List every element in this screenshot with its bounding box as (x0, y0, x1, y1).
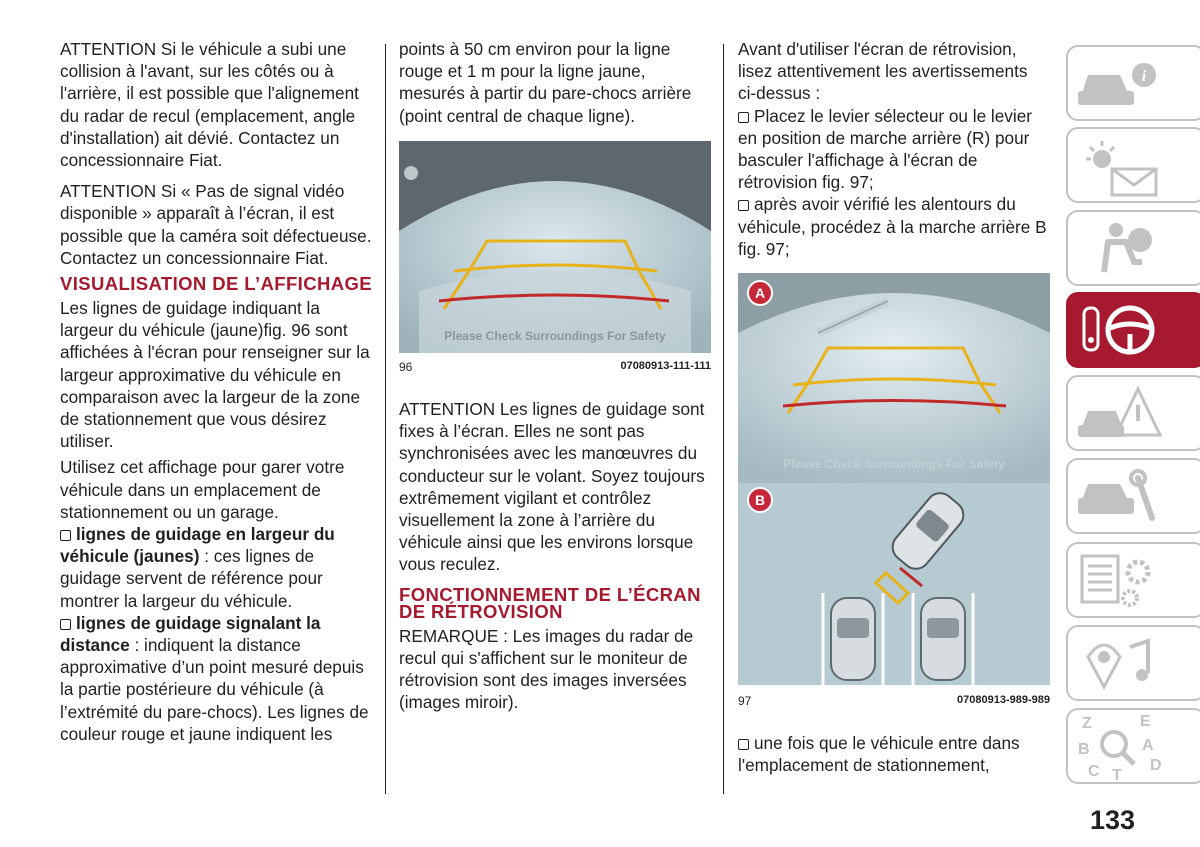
technical-data-icon (1068, 544, 1168, 616)
figure-97-parking-diagram (738, 273, 1050, 685)
dashboard-lights-icon (1068, 129, 1168, 201)
tab-multimedia[interactable] (1066, 625, 1200, 701)
column-middle-lower (399, 398, 711, 713)
bullet-distance-lines (60, 612, 372, 745)
bullet-width-text: : ces lignes de guidage servent de référence pour montrer la largeur du véhicule. (60, 546, 323, 611)
column-divider (723, 44, 724, 794)
svg-text:T: T (1112, 767, 1122, 782)
figure-96-caption (399, 360, 711, 374)
column-right (738, 38, 1050, 260)
tab-airbag-safety[interactable] (1066, 210, 1200, 286)
bullet-check-surroundings (738, 193, 1050, 260)
section-heading-fonctionnement: FONCTIONNEMENT DE L’ÉCRAN DE RÉTROVISION (399, 583, 701, 622)
svg-text:i: i (1141, 68, 1147, 85)
bullet-box-icon (60, 619, 71, 630)
bullet-distance-text: : indiquent la distance approximative d’un point mesuré depuis la partie postérieure du véhicule (à l’extrémité du pare-chocs). Les lignes de couleur rouge et jaune indiquent les (60, 635, 369, 744)
bullet-box-icon (738, 200, 749, 211)
figure-code: 07080913-989-989 (957, 694, 1050, 706)
svg-text:A: A (1142, 737, 1154, 754)
tab-technical-data[interactable] (1066, 542, 1200, 618)
column-middle (399, 38, 711, 127)
distance-points-text: points à 50 cm environ pour la ligne rouge et 1 m pour la ligne jaune, mesurés à partir du pare-chocs arrière (point central de chaque ligne). (399, 39, 692, 126)
car-info-icon (1068, 47, 1168, 119)
attention-collision-text: ATTENTION Si le véhicule a subi une collision à l'avant, sur les côtés ou à l'arrière, il est possible que l'alignement du radar de recul (emplacement, angle d'installation) ait dévié. Contactez un concessionnaire Fiat. (60, 39, 359, 171)
screen-safety-text: Please Check Surroundings For Safety (444, 329, 666, 343)
figure-code: 07080913-111-111 (620, 360, 711, 372)
usage-paragraph: Utilisez cet affichage pour garer votre véhicule dans un emplacement de stationnement ou un garage. (60, 457, 345, 522)
label-b: B (754, 492, 766, 508)
airbag-safety-icon (1068, 212, 1168, 284)
section-heading-visualisation: VISUALISATION DE L’AFFICHAGE (60, 273, 373, 295)
svg-text:Z: Z (1082, 715, 1092, 732)
figure-97-caption (738, 694, 1050, 708)
guide-lines-paragraph: Les lignes de guidage indiquant la largeur du véhicule (jaune)fig. 96 sont affichées à l'écran pour renseigner sur la largeur approximative du véhicule en comparaison avec la largeur de la zone de stationnement que vous désirez utiliser. (60, 298, 370, 452)
warning-triangle-icon (1068, 377, 1168, 449)
screen-safety-text: Please Check Surroundings For Safety (783, 457, 1005, 471)
bullet-box-icon (738, 739, 749, 750)
bullet-width-title: lignes de guidage en largeur du véhicule (jaunes) (60, 524, 335, 567)
bullet-reverse-gear (738, 105, 1050, 194)
tab-warning[interactable] (1066, 375, 1200, 451)
page-number: 133 (1090, 805, 1136, 835)
svg-text:D: D (1150, 757, 1162, 774)
figure-number: 97 (738, 694, 752, 708)
tab-car-info[interactable] (1066, 45, 1200, 121)
attention-video-signal-text: ATTENTION Si « Pas de signal vidéo disponible » apparaît à l’écran, il est possible que la caméra soit défectueuse. Contactez un concessionnaire Fiat. (60, 181, 372, 268)
index-icon (1068, 710, 1168, 782)
column-divider (385, 44, 386, 794)
bullet-enter-space-text: une fois que le véhicule entre dans l'emplacement de stationnement, (738, 733, 1020, 776)
tab-index[interactable] (1066, 708, 1200, 784)
key-steering-wheel-icon (1068, 294, 1168, 366)
figure-97-illustration (738, 273, 1050, 685)
svg-text:C: C (1088, 763, 1100, 780)
tab-key-steering-wheel[interactable] (1066, 292, 1200, 368)
before-use-text: Avant d'utiliser l'écran de rétrovision, lisez attentivement les avertissements ci-dessus : (738, 39, 1028, 104)
label-a: A (754, 285, 766, 301)
column-left (60, 38, 372, 745)
figure-96-illustration (399, 141, 711, 353)
bullet-box-icon (60, 530, 71, 541)
bullet-reverse-gear-text: Placez le levier sélecteur ou le levier en position de marche arrière (R) pour basculer l'affichage à l'écran de rétrovision fig. 97; (738, 105, 1032, 193)
svg-text:B: B (1078, 741, 1090, 758)
multimedia-icon (1068, 627, 1168, 699)
tab-car-wrench[interactable] (1066, 458, 1200, 534)
attention-guide-lines-text: ATTENTION Les lignes de guidage sont fixes à l’écran. Elles ne sont pas synchronisées avec les manœuvres du conducteur sur le volant. Soyez toujours extrêmement vigilant et contrôlez visuellement la zone à l’arrière du véhicule ainsi que les environs lorsque vous reculez. (399, 399, 705, 575)
bullet-box-icon (738, 112, 749, 123)
bullet-width-lines (60, 523, 372, 612)
figure-96-rear-camera-screen (399, 141, 711, 353)
tab-dashboard-lights[interactable] (1066, 127, 1200, 203)
car-wrench-icon (1068, 460, 1168, 532)
bullet-enter-space (738, 732, 1050, 776)
remarque-text: REMARQUE : Les images du radar de recul qui s'affichent sur le moniteur de rétrovision sont des images inversées (images miroir). (399, 625, 694, 713)
figure-number: 96 (399, 360, 413, 374)
svg-text:E: E (1140, 713, 1151, 730)
column-right-lower (738, 732, 1050, 776)
bullet-distance-title: lignes de guidage signalant la distance (60, 612, 321, 656)
bullet-check-surroundings-text: après avoir vérifié les alentours du véhicule, procédez à la marche arrière B fig. 97; (738, 194, 1047, 259)
